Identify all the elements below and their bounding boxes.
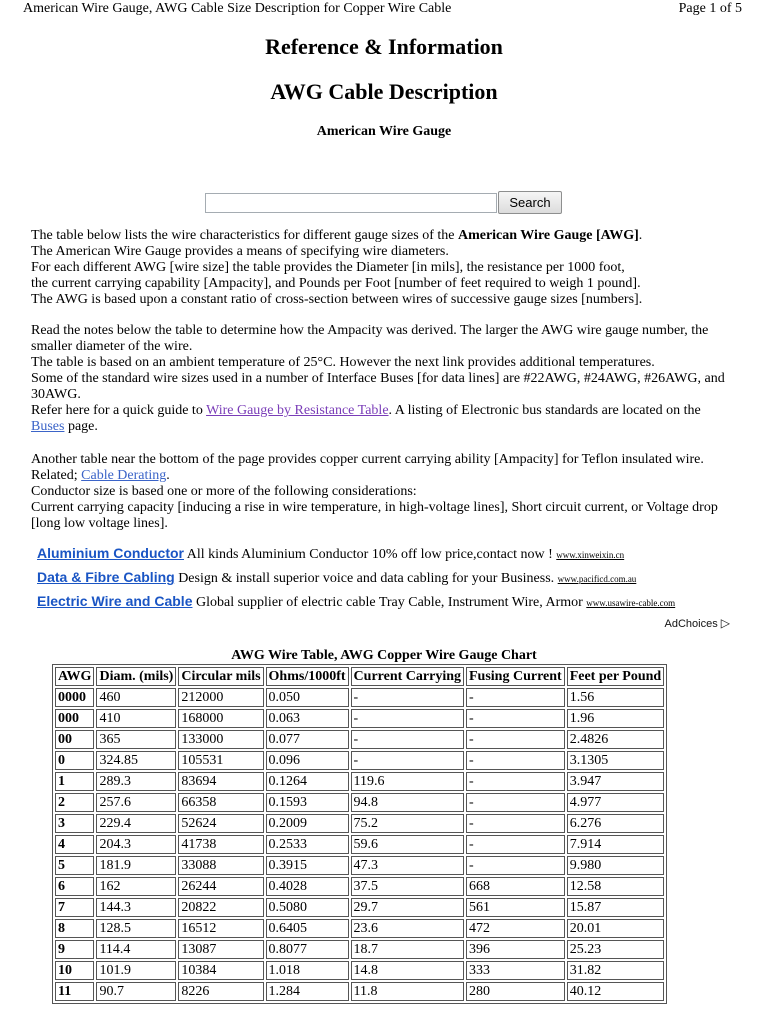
table-cell: 105531	[178, 751, 263, 770]
table-cell: 204.3	[96, 835, 176, 854]
gauge-cell: 4	[55, 835, 94, 854]
table-cell: -	[351, 709, 464, 728]
teflon-line: Another table near the bottom of the page provides copper current carrying ability [Ampacity] for Teflon insulated wire.	[31, 452, 704, 467]
column-header: Ohms/1000ft	[266, 667, 349, 686]
adchoices-link[interactable]	[665, 616, 731, 630]
table-cell: 229.4	[96, 814, 176, 833]
table-cell: 52624	[178, 814, 263, 833]
table-row	[55, 688, 664, 707]
gauge-cell: 7	[55, 898, 94, 917]
table-row	[55, 814, 664, 833]
table-cell: 396	[466, 940, 565, 959]
intro-line: The AWG is based upon a constant ratio of cross-section between wires of successive gauge sizes [numbers].	[31, 292, 643, 307]
table-cell: 0.1593	[266, 793, 349, 812]
table-cell: 114.4	[96, 940, 176, 959]
table-cell: 14.8	[351, 961, 464, 980]
table-cell: 9.980	[567, 856, 665, 875]
intro-text	[31, 228, 736, 308]
table-cell: 90.7	[96, 982, 176, 1001]
table-cell: 168000	[178, 709, 263, 728]
table-cell: 20822	[178, 898, 263, 917]
notes-text-segment: Refer here for a quick guide to	[31, 403, 207, 418]
awg-wire-table	[52, 664, 667, 1004]
table-row	[55, 961, 664, 980]
table-row	[55, 793, 664, 812]
table-cell: 94.8	[351, 793, 464, 812]
intro-text-segment: The table below lists the wire characteristics for different gauge sizes of the	[31, 228, 458, 243]
table-cell: 289.3	[96, 772, 176, 791]
ad-title-link[interactable]: Data & Fibre Cabling	[37, 569, 175, 585]
table-cell: 66358	[178, 793, 263, 812]
table-cell: 333	[466, 961, 565, 980]
table-cell: 668	[466, 877, 565, 896]
table-caption: AWG Wire Table, AWG Copper Wire Gauge Chart	[231, 648, 537, 663]
table-cell: 8226	[178, 982, 263, 1001]
table-cell: -	[351, 751, 464, 770]
teflon-text	[31, 452, 736, 532]
table-cell: 10384	[178, 961, 263, 980]
table-cell: 324.85	[96, 751, 176, 770]
table-header-row	[55, 667, 664, 686]
table-cell: 0.063	[266, 709, 349, 728]
document-title: American Wire Gauge, AWG Cable Size Description for Copper Wire Cable	[23, 1, 452, 16]
table-cell: 41738	[178, 835, 263, 854]
table-cell: 0.2533	[266, 835, 349, 854]
section-heading: Reference & Information	[265, 34, 503, 59]
notes-text-segment: . A listing of Electronic bus standards are located on the	[388, 403, 701, 418]
column-header: AWG	[55, 667, 94, 686]
gauge-cell: 3	[55, 814, 94, 833]
ad-url-link[interactable]: www.xinweixin.cn	[556, 550, 625, 560]
teflon-line: Current carrying capacity [inducing a rise in wire temperature, in high-voltage lines], Short circuit current, or Voltage drop [long low voltage lines].	[31, 500, 718, 531]
table-cell: 365	[96, 730, 176, 749]
table-cell: -	[351, 730, 464, 749]
table-row	[55, 772, 664, 791]
ad-item	[37, 569, 737, 593]
column-header: Current Carrying	[351, 667, 464, 686]
table-cell: 133000	[178, 730, 263, 749]
table-cell: -	[466, 709, 565, 728]
table-cell: 0.4028	[266, 877, 349, 896]
ad-title-link[interactable]: Aluminium Conductor	[37, 545, 184, 561]
table-cell: -	[466, 730, 565, 749]
table-cell: 257.6	[96, 793, 176, 812]
table-cell: 13087	[178, 940, 263, 959]
ad-url-link[interactable]: www.pacificd.com.au	[557, 574, 637, 584]
notes-text	[31, 323, 736, 435]
table-cell: 101.9	[96, 961, 176, 980]
notes-line: Read the notes below the table to determine how the Ampacity was derived. The larger the AWG wire gauge number, the smaller diameter of the wire.	[31, 323, 709, 354]
column-header: Circular mils	[178, 667, 263, 686]
table-cell: 472	[466, 919, 565, 938]
table-cell: 280	[466, 982, 565, 1001]
table-cell: 7.914	[567, 835, 665, 854]
adchoices-icon: ▷	[720, 616, 730, 630]
table-cell: 128.5	[96, 919, 176, 938]
intro-line: The American Wire Gauge provides a means of specifying wire diameters.	[31, 244, 449, 259]
table-cell: 1.284	[266, 982, 349, 1001]
notes-line: Some of the standard wire sizes used in a number of Interface Buses [for data lines] are #22AWG, #24AWG, #26AWG, and 30AWG.	[31, 371, 725, 402]
teflon-line: Conductor size is based one or more of the following considerations:	[31, 484, 417, 499]
table-cell: 59.6	[351, 835, 464, 854]
table-cell: -	[466, 772, 565, 791]
table-cell: 0.6405	[266, 919, 349, 938]
table-cell: 212000	[178, 688, 263, 707]
gauge-cell: 00	[55, 730, 94, 749]
resistance-table-link[interactable]: Wire Gauge by Resistance Table	[206, 403, 389, 418]
ad-item	[37, 545, 737, 569]
gauge-cell: 2	[55, 793, 94, 812]
table-cell: 0.050	[266, 688, 349, 707]
buses-link[interactable]: Buses	[31, 419, 65, 434]
table-cell: 1.96	[567, 709, 665, 728]
table-cell: -	[466, 751, 565, 770]
table-cell: 2.4826	[567, 730, 665, 749]
table-cell: 119.6	[351, 772, 464, 791]
table-row	[55, 940, 664, 959]
table-cell: 75.2	[351, 814, 464, 833]
table-cell: 0.077	[266, 730, 349, 749]
gauge-cell: 8	[55, 919, 94, 938]
page-title: AWG Cable Description	[270, 79, 498, 104]
table-cell: 25.23	[567, 940, 665, 959]
table-cell: 20.01	[567, 919, 665, 938]
table-cell: -	[466, 856, 565, 875]
ad-url-link[interactable]: www.usawire-cable.com	[586, 598, 676, 608]
table-cell: -	[466, 688, 565, 707]
table-cell: -	[466, 814, 565, 833]
table-cell: 40.12	[567, 982, 665, 1001]
teflon-text-segment: .	[166, 468, 170, 483]
intro-line: For each different AWG [wire size] the table provides the Diameter [in mils], the resistance per 1000 foot,	[31, 260, 625, 275]
table-cell: 0.8077	[266, 940, 349, 959]
table-cell: 23.6	[351, 919, 464, 938]
table-cell: 460	[96, 688, 176, 707]
table-cell: 29.7	[351, 898, 464, 917]
table-cell: 1.56	[567, 688, 665, 707]
column-header: Fusing Current	[466, 667, 565, 686]
ad-block	[37, 545, 737, 617]
gauge-cell: 11	[55, 982, 94, 1001]
page-indicator: Page 1 of 5	[678, 1, 742, 16]
gauge-cell: 0000	[55, 688, 94, 707]
table-cell: 181.9	[96, 856, 176, 875]
gauge-cell: 6	[55, 877, 94, 896]
table-cell: 33088	[178, 856, 263, 875]
table-cell: -	[466, 793, 565, 812]
adchoices-label: AdChoices	[664, 618, 718, 630]
table-cell: 162	[96, 877, 176, 896]
ad-item	[37, 593, 737, 617]
table-cell: 0.1264	[266, 772, 349, 791]
table-cell: 1.018	[266, 961, 349, 980]
table-cell: 16512	[178, 919, 263, 938]
table-cell: 3.947	[567, 772, 665, 791]
table-cell: 83694	[178, 772, 263, 791]
table-cell: 31.82	[567, 961, 665, 980]
teflon-line	[31, 468, 736, 484]
table-cell: 15.87	[567, 898, 665, 917]
gauge-cell: 0	[55, 751, 94, 770]
table-cell: 12.58	[567, 877, 665, 896]
table-row	[55, 982, 664, 1001]
table-cell: 26244	[178, 877, 263, 896]
table-cell: -	[351, 688, 464, 707]
table-cell: 144.3	[96, 898, 176, 917]
search-input[interactable]	[205, 193, 497, 213]
table-cell: 47.3	[351, 856, 464, 875]
gauge-cell: 1	[55, 772, 94, 791]
table-cell: 0.096	[266, 751, 349, 770]
gauge-cell: 000	[55, 709, 94, 728]
gauge-cell: 9	[55, 940, 94, 959]
intro-line: the current carrying capability [Ampacity], and Pounds per Foot [number of feet required to weigh 1 pound].	[31, 276, 641, 291]
table-row	[55, 835, 664, 854]
table-cell: 18.7	[351, 940, 464, 959]
column-header: Feet per Pound	[567, 667, 665, 686]
gauge-cell: 10	[55, 961, 94, 980]
table-cell: 4.977	[567, 793, 665, 812]
intro-line	[31, 228, 736, 244]
ad-title-link[interactable]: Electric Wire and Cable	[37, 593, 193, 609]
table-cell: 6.276	[567, 814, 665, 833]
column-header: Diam. (mils)	[96, 667, 176, 686]
table-cell: -	[466, 835, 565, 854]
cable-derating-link[interactable]: Cable Derating	[81, 468, 167, 483]
table-row	[55, 856, 664, 875]
table-row	[55, 877, 664, 896]
awg-emphasis: American Wire Gauge [AWG]	[457, 228, 639, 243]
notes-line	[31, 403, 736, 435]
table-row	[55, 709, 664, 728]
table-cell: 11.8	[351, 982, 464, 1001]
table-cell: 0.2009	[266, 814, 349, 833]
table-cell: 561	[466, 898, 565, 917]
ad-text: Global supplier of electric cable Tray Cable, Instrument Wire, Armor	[192, 595, 587, 610]
table-body	[55, 688, 664, 1001]
table-cell: 0.5080	[266, 898, 349, 917]
ad-text: Design & install superior voice and data cabling for your Business.	[174, 571, 558, 586]
table-row	[55, 730, 664, 749]
notes-line: The table is based on an ambient temperature of 25°C. However the next link provides additional temperatures.	[31, 355, 655, 370]
table-cell: 37.5	[351, 877, 464, 896]
ad-text: All kinds Aluminium Conductor 10% off low price,contact now !	[184, 547, 557, 562]
page-subtitle: American Wire Gauge	[316, 124, 452, 139]
related-label: Related;	[31, 468, 82, 483]
search-button[interactable]: Search	[498, 191, 562, 214]
table-cell: 410	[96, 709, 176, 728]
table-cell: 0.3915	[266, 856, 349, 875]
intro-text-segment: .	[638, 228, 643, 243]
table-row	[55, 919, 664, 938]
table-row	[55, 898, 664, 917]
notes-text-segment: page.	[64, 419, 98, 434]
table-cell: 3.1305	[567, 751, 665, 770]
table-row	[55, 751, 664, 770]
gauge-cell: 5	[55, 856, 94, 875]
